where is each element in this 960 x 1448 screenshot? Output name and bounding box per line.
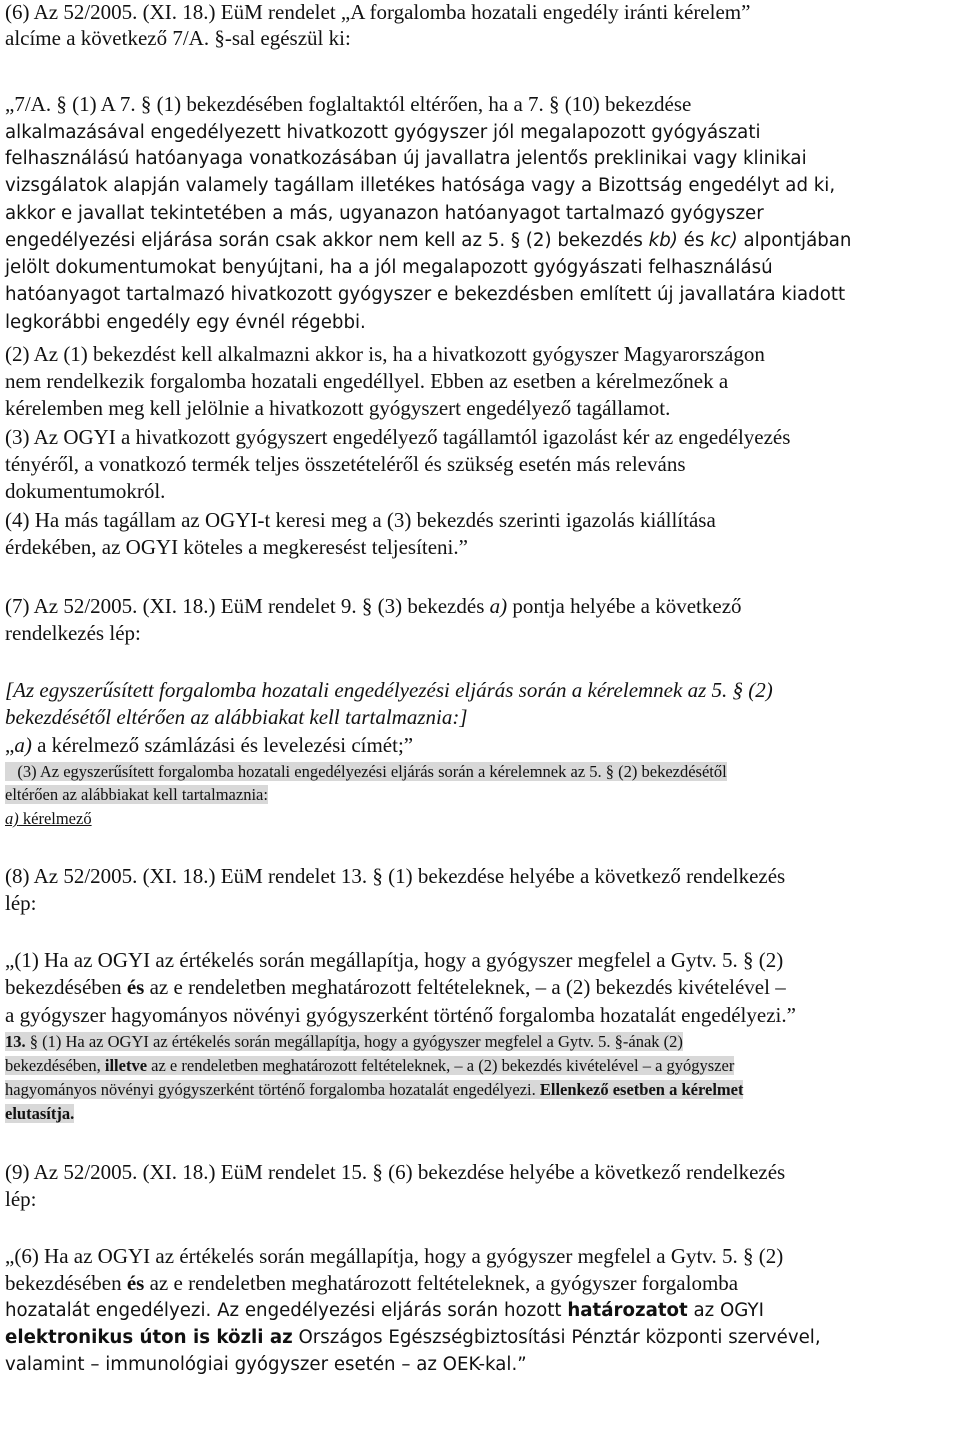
quote-7a-line: dokumentumokról. — [5, 479, 166, 503]
quote-7a-line: jelölt dokumentumokat benyújtani, ha a jól megalapozott gyógyászati felhasználású — [5, 257, 773, 278]
text-run: engedélyezési eljárása során csak akkor nem kell az 5. § (2) bekezdés — [5, 230, 649, 251]
bold-run: 13. — [5, 1032, 26, 1051]
highlighted-text — [5, 1032, 683, 1051]
text-run: az e rendeletben meghatározott feltételeknek, – a (2) bekezdés kivételével – — [144, 975, 786, 999]
paragraph-9-quote-line: „(6) Ha az OGYI az értékelés során megállapítja, hogy a gyógyszer megfelel a Gytv. 5. § (2) — [5, 1244, 784, 1268]
text-run: Országos Egészségbiztosítási Pénztár központi szervével, — [292, 1327, 821, 1348]
italic-run: a) — [5, 809, 19, 828]
text-run: „ — [5, 733, 15, 757]
italic-run: kb) — [648, 230, 678, 251]
highlighted-text: eltérően az alábbiakat kell tartalmaznia: — [5, 785, 268, 804]
quote-7a-line: tényéről, a vonatkozó termék teljes összetételéről és szükség esetén más releváns — [5, 452, 686, 476]
paragraph-7-line: rendelkezés lép: — [5, 621, 141, 645]
text-run: (7) Az 52/2005. (XI. 18.) EüM rendelet 9. § (3) bekezdés — [5, 594, 490, 618]
amended-text-line — [5, 1055, 734, 1077]
quote-7a-line: kérelemben meg kell jelölnie a hivatkozott gyógyszert engedélyező tagállamot. — [5, 396, 671, 420]
bold-run: elektronikus úton is közli az — [5, 1327, 293, 1348]
italic-run: a) — [489, 594, 508, 618]
bold-run: elutasítja. — [5, 1104, 75, 1123]
paragraph-9-line: (9) Az 52/2005. (XI. 18.) EüM rendelet 15. § (6) bekezdése helyébe a következő rendelkezés — [5, 1160, 786, 1184]
text-run: hozatalát engedélyezi. Az engedélyezési eljárás során hozott — [5, 1300, 568, 1321]
text-run: pontja helyébe a következő — [507, 594, 742, 618]
amended-text-line — [5, 784, 268, 806]
paragraph-9-quote-line — [5, 1326, 821, 1350]
paragraph-6-line: alcíme a következő 7/A. §-sal egészül ki: — [5, 26, 351, 50]
quote-7a-line — [5, 229, 851, 253]
highlighted-text — [5, 1104, 74, 1123]
quote-7a-line: vizsgálatok alapján valamely tagállam illetékes hatósága vagy a Bizottság engedélyt ad ki, — [5, 175, 836, 196]
paragraph-8-line: lép: — [5, 891, 37, 915]
bold-run: Ellenkező esetben a kérelmet — [539, 1080, 744, 1099]
text-run: a kérelmező számlázási és levelezési címét;” — [31, 733, 414, 757]
paragraph-8-quote-line: „(1) Ha az OGYI az értékelés során megállapítja, hogy a gyógyszer megfelel a Gytv. 5. § (2) — [5, 948, 784, 972]
text-run: az e rendeletben meghatározott feltételeknek, – a (2) bekezdés kivételével – a gyógyszer — [147, 1056, 735, 1075]
quote-7a-line: nem rendelkezik forgalomba hozatali engedéllyel. Ebben az esetben a kérelmezőnek a — [5, 369, 729, 393]
quote-7a-line: legkorábbi engedély egy évnél régebbi. — [5, 312, 366, 333]
text-run: kérelmező — [18, 809, 92, 828]
paragraph-8-quote-line — [5, 975, 786, 999]
text-run: az e rendeletben meghatározott feltételeknek, a gyógyszer forgalomba — [144, 1271, 739, 1295]
quote-7a-line: érdekében, az OGYI köteles a megkeresést teljesíteni.” — [5, 535, 468, 559]
amended-text-line — [5, 808, 92, 830]
paragraph-7-italic-line — [5, 678, 773, 702]
highlighted-text: (3) Az egyszerűsített forgalomba hozatali engedélyezési eljárás során a kérelemnek az 5. § (2) bekezdésétől — [5, 762, 727, 781]
amended-text-line — [5, 1103, 74, 1125]
paragraph-9-quote-line: valamint – immunológiai gyógyszer esetén – az OEK-kal.” — [5, 1354, 527, 1375]
quote-7a-line: (4) Ha más tagállam az OGYI-t keresi meg a (3) bekezdés szerinti igazolás kiállítása — [5, 508, 716, 532]
paragraph-6-line: (6) Az 52/2005. (XI. 18.) EüM rendelet „A forgalomba hozatali engedély iránti kérelem” — [5, 0, 751, 24]
quote-7a-line: (3) Az OGYI a hivatkozott gyógyszert engedélyező tagállamtól igazolást kér az engedélyezés — [5, 425, 791, 449]
italic-run: a) — [14, 733, 32, 757]
text-run: bekezdésében, — [5, 1056, 105, 1075]
paragraph-7-italic-line — [5, 705, 468, 729]
bold-run: határozatot — [567, 1300, 688, 1321]
bold-run: és — [126, 975, 145, 999]
paragraph-9-quote-line — [5, 1299, 764, 1323]
paragraph-7-line — [5, 594, 742, 618]
amended-text-line — [5, 1031, 683, 1053]
amended-text-line — [5, 761, 727, 783]
bold-run: illetve — [104, 1056, 148, 1075]
quote-7a-line: akkor e javallat tekintetében a más, ugyanazon hatóanyagot tartalmazó gyógyszer — [5, 203, 764, 224]
paragraph-8-line: (8) Az 52/2005. (XI. 18.) EüM rendelet 13. § (1) bekezdése helyébe a következő rendelkezés — [5, 864, 786, 888]
italic-run: bekezdésétől eltérően az alábbiakat kell tartalmaznia:] — [5, 705, 468, 729]
text-run: bekezdésében — [5, 1271, 127, 1295]
text-run: és — [677, 230, 711, 251]
paragraph-7-quote-line — [5, 733, 413, 757]
paragraph-8-quote-line: a gyógyszer hagyományos növényi gyógyszerként történő forgalomba hozatalát engedélyezi.” — [5, 1003, 796, 1027]
italic-run: kc) — [710, 230, 738, 251]
quote-7a-line: felhasználású hatóanyaga vonatkozásában új javallatra jelentős preklinikai vagy klinikai — [5, 148, 807, 169]
bold-run: és — [126, 1271, 145, 1295]
quote-7a-line: alkalmazásával engedélyezett hivatkozott gyógyszer jól megalapozott gyógyászati — [5, 122, 761, 143]
text-run: alpontjában — [737, 230, 852, 251]
highlighted-text — [5, 1056, 734, 1075]
text-run: hagyományos növényi gyógyszerként történő forgalomba hozatalát engedélyezi. — [5, 1080, 540, 1099]
text-run: bekezdésében — [5, 975, 127, 999]
italic-run: [Az egyszerűsített forgalomba hozatali engedélyezési eljárás során a kérelemnek az 5. § (2) — [5, 678, 773, 702]
paragraph-9-quote-line — [5, 1271, 738, 1295]
text-run: § (1) Ha az OGYI az értékelés során megállapítja, hogy a gyógyszer megfelel a Gytv. 5. §-ának (2) — [25, 1032, 683, 1051]
paragraph-9-line: lép: — [5, 1187, 37, 1211]
amended-text-line — [5, 1079, 743, 1101]
quote-7a-line: (2) Az (1) bekezdést kell alkalmazni akkor is, ha a hivatkozott gyógyszer Magyarországon — [5, 342, 765, 366]
quote-7a-line: hatóanyagot tartalmazó hivatkozott gyógyszer e bekezdésben említett új javallatára kiadott — [5, 284, 846, 305]
highlighted-text — [5, 1080, 743, 1099]
quote-7a-line: „7/A. § (1) A 7. § (1) bekezdésében foglaltaktól eltérően, ha a 7. § (10) bekezdése — [5, 92, 692, 116]
text-run: az OGYI — [687, 1300, 764, 1321]
